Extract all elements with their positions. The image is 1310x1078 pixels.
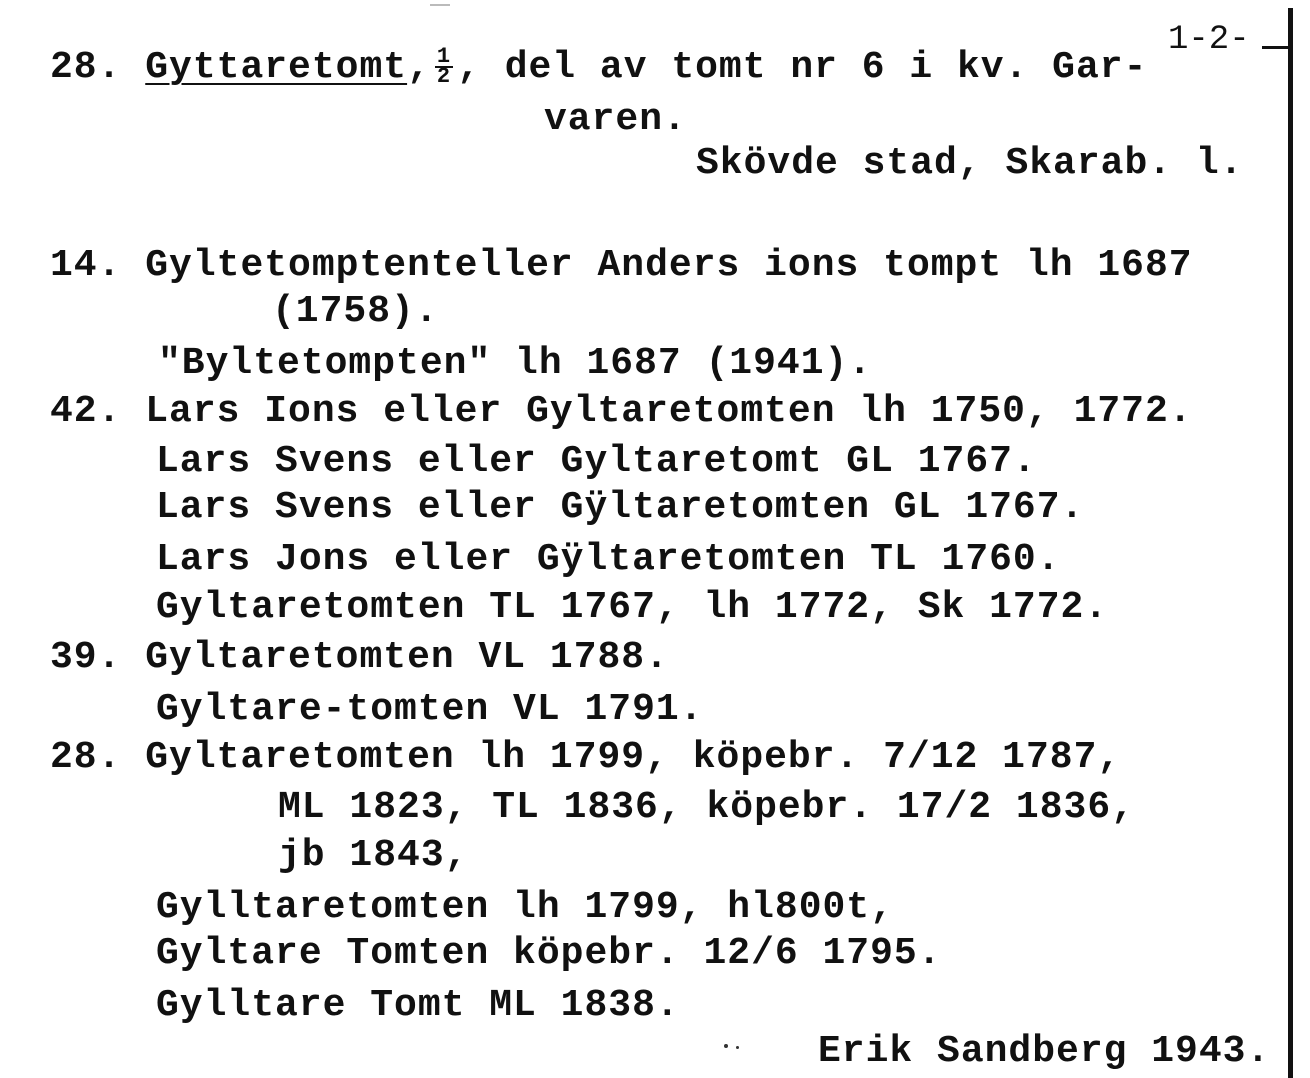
- entry-line: [156, 538, 1061, 582]
- entry-text: Gyltaretomten lh 1799, köpebr. 7/12 1787,: [145, 736, 1122, 779]
- entry-text: Gyltare Tomten köpebr. 12/6 1795.: [156, 932, 942, 975]
- entry-text: Lars Svens eller Gÿltaretomten GL 1767.: [156, 486, 1085, 529]
- entry-line: [156, 586, 1108, 630]
- entry-text: ML 1823, TL 1836, köpebr. 17/2 1836,: [278, 786, 1135, 829]
- entry-line: [156, 886, 894, 930]
- entry-line: [156, 932, 942, 976]
- entry-text: "Byltetompten" lh 1687 (1941).: [158, 342, 873, 385]
- border-tick: [1262, 46, 1290, 49]
- heading-rest: , del av tomt nr 6 i kv. Gar-: [457, 46, 1148, 89]
- right-border-line: [1288, 8, 1293, 1078]
- heading-name: Gyttaretomt: [145, 46, 408, 89]
- entry-number: 42.: [50, 390, 122, 433]
- entry-line: [156, 440, 1037, 484]
- ink-speck: [736, 1046, 739, 1049]
- entry-text: Lars Jons eller Gÿltaretomten TL 1760.: [156, 538, 1061, 581]
- page-number: 1-2-: [1168, 21, 1250, 59]
- heading-number: 28.: [50, 46, 122, 89]
- entry-number: 39.: [50, 636, 122, 679]
- heading-comma: ,: [407, 46, 431, 89]
- entry-line: [156, 486, 1084, 530]
- entry-line: [156, 984, 680, 1028]
- entry-line: [50, 736, 1121, 780]
- top-edge-mark: [430, 4, 450, 6]
- signature: Erik Sandberg 1943.: [818, 1030, 1271, 1073]
- fraction-numerator: 1: [436, 43, 452, 69]
- entry-line: [158, 342, 872, 386]
- entry-text: Lars Ions eller Gyltaretomten lh 1750, 1772.: [145, 390, 1193, 433]
- entry-text: Gyltetomptenteller Anders ions tompt lh 1687: [145, 244, 1193, 287]
- entry-text: jb 1843,: [278, 834, 469, 877]
- entry-line: [50, 636, 669, 680]
- fraction-denominator: 2: [436, 63, 452, 89]
- heading-continuation: varen.: [544, 98, 687, 141]
- heading-location: Skövde stad, Skarab. l.: [696, 142, 1244, 185]
- ink-speck: [724, 1044, 728, 1048]
- entry-number: 28.: [50, 736, 122, 779]
- entry-text: Lars Svens eller Gyltaretomt GL 1767.: [156, 440, 1037, 483]
- entry-line: [278, 786, 1135, 830]
- entry-line: [272, 290, 439, 334]
- entry-line: [50, 244, 1193, 288]
- entry-line: [278, 834, 468, 878]
- entry-text: Gyltaretomten VL 1788.: [145, 636, 669, 679]
- entry-text: Gyltaretomten TL 1767, lh 1772, Sk 1772.: [156, 586, 1109, 629]
- entry-text: Gylltare Tomt ML 1838.: [156, 984, 680, 1027]
- entry-text: Gyltare-tomten VL 1791.: [156, 688, 704, 731]
- entry-text: (1758).: [272, 290, 439, 333]
- entry-number: 14.: [50, 244, 122, 287]
- heading-line: [50, 43, 1148, 90]
- entry-line: [156, 688, 704, 732]
- entry-line: [50, 390, 1193, 434]
- entry-text: Gylltaretomten lh 1799, hl800t,: [156, 886, 894, 929]
- heading-fraction: [435, 43, 453, 89]
